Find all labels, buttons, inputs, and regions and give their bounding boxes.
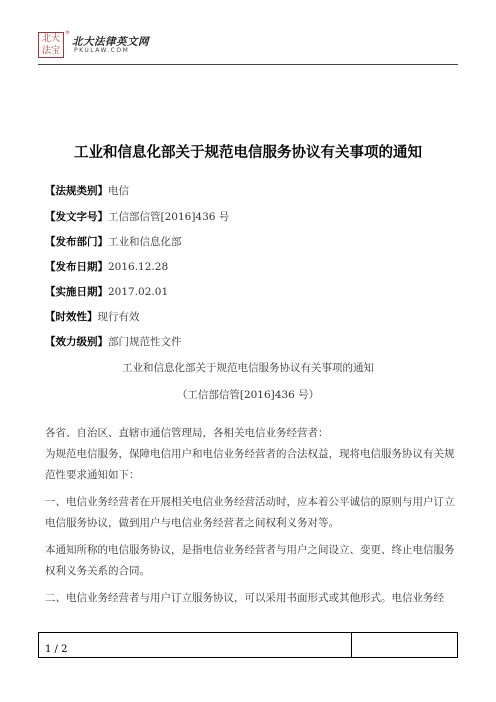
document-number: （工信部信管[2016]436 号） — [176, 389, 320, 401]
meta-level — [45, 334, 182, 349]
meta-value: 部门规范性文件 — [108, 336, 182, 348]
meta-doc-number — [45, 209, 229, 224]
brand-name-cn: 北大法律英文网 — [72, 36, 149, 48]
meta-issuer — [45, 234, 182, 249]
meta-label: 【发布部门】 — [45, 236, 108, 248]
meta-effective-date — [45, 284, 168, 299]
pkulaw-logo-seal: 北大法宝 — [38, 32, 64, 58]
page-footer — [38, 632, 458, 658]
meta-value: 电信 — [108, 185, 129, 197]
registered-mark: ® — [65, 30, 70, 36]
paragraph-salutation: 各省、自治区、直辖市通信管理局，各相关电信业务经营者： — [45, 427, 329, 439]
meta-label: 【实施日期】 — [45, 286, 108, 298]
document-title: 工业和信息化部关于规范电信服务协议有关事项的通知 — [74, 144, 422, 161]
meta-value: 2016.12.28 — [108, 261, 169, 273]
meta-label: 【发布日期】 — [45, 261, 108, 273]
header-divider — [38, 64, 458, 65]
meta-value: 工业和信息化部 — [108, 236, 182, 248]
meta-value: 现行有效 — [97, 311, 140, 323]
meta-category — [45, 183, 129, 198]
site-header — [38, 30, 458, 64]
paragraph-intro: 为规范电信服务，保障电信用户和电信业务经营者的合法权益，现将电信服务协议有关规范性要求通知如下： — [45, 448, 455, 481]
brand-name-en: PKULAW.COM — [74, 47, 130, 54]
page-number: 1 / 2 — [45, 644, 68, 655]
meta-publish-date — [45, 259, 168, 274]
paragraph-clause-1: 一、电信业务经营者在开展相关电信业务经营活动时，应本着公平诚信的原则与用户订立电信服务协议，做到用户与电信业务经营者之间权利义务对等。 — [45, 496, 455, 529]
meta-label: 【发文字号】 — [45, 211, 108, 223]
meta-label: 【时效性】 — [45, 311, 98, 323]
meta-label: 【法规类别】 — [45, 185, 108, 197]
meta-label: 【效力级别】 — [45, 336, 108, 348]
document-subtitle: 工业和信息化部关于规范电信服务协议有关事项的通知 — [122, 362, 374, 374]
meta-validity — [45, 309, 140, 324]
footer-divider — [351, 633, 352, 657]
paragraph-definition: 本通知所称的电信服务协议，是指电信业务经营者与用户之间设立、变更、终止电信服务权利义务关系的合同。 — [45, 544, 455, 577]
meta-value: 2017.02.01 — [108, 286, 169, 298]
meta-value: 工信部信管[2016]436 号 — [108, 211, 230, 223]
paragraph-clause-2: 二、电信业务经营者与用户订立服务协议，可以采用书面形式或其他形式。电信业务经 — [45, 592, 444, 604]
